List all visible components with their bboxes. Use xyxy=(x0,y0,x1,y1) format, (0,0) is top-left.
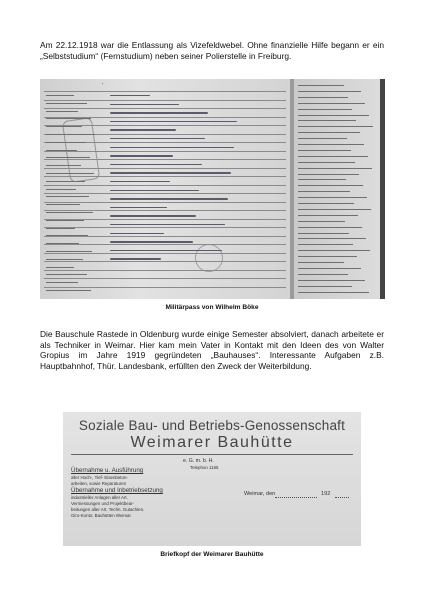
scan-printed-text xyxy=(46,126,82,127)
scan-printed-text xyxy=(298,103,365,104)
scan-printed-text xyxy=(298,227,362,228)
scan-printed-text xyxy=(298,244,353,245)
scan-printed-text xyxy=(298,268,361,269)
scan-printed-text xyxy=(46,228,75,229)
scan-handwriting xyxy=(110,198,228,199)
letterhead-telephone: Telephon 1165 xyxy=(190,465,219,470)
scan-printed-text xyxy=(298,209,371,210)
scan-printed-text xyxy=(298,256,357,257)
scan-printed-text xyxy=(46,243,79,244)
scan-ruling xyxy=(44,253,286,254)
letterhead-legal-form: e. G. m. b. H. xyxy=(183,458,214,464)
scan-printed-text xyxy=(298,203,354,204)
military-pass-scan xyxy=(40,79,385,299)
scan-printed-text xyxy=(46,118,91,119)
scan-ruling xyxy=(44,270,286,271)
services-line: Vermessungen und Projektbear- xyxy=(71,501,134,506)
scan-printed-text xyxy=(298,97,348,98)
scan-printed-text xyxy=(46,103,87,104)
letterhead-title-line1: Soziale Bau- und Betriebs-Genossenschaft xyxy=(78,418,346,433)
scan-printed-text xyxy=(46,134,95,135)
scan-printed-text xyxy=(298,191,350,192)
scan-printed-text xyxy=(298,91,361,92)
scan-printed-text xyxy=(46,165,81,166)
scan-printed-text xyxy=(298,138,347,139)
services-heading-2: Übernahme und Inbetriebsetzung xyxy=(71,487,163,494)
scan-printed-text xyxy=(298,233,349,234)
scan-printed-text xyxy=(298,168,372,169)
scan-printed-text xyxy=(298,292,369,293)
scan-ruling xyxy=(44,117,286,118)
scan-handwriting xyxy=(110,164,202,165)
scan-printed-text xyxy=(46,189,76,190)
scan-printed-text xyxy=(46,142,86,143)
scan-printed-text xyxy=(46,282,78,283)
scan-printed-text xyxy=(298,215,358,216)
scan-printed-text xyxy=(46,111,78,112)
scan-printed-text xyxy=(46,196,89,197)
scan-printed-text xyxy=(46,259,83,260)
scan-printed-text xyxy=(298,132,360,133)
second-paragraph: Die Bauschule Rastede in Oldenburg wurde einige Semester absolviert, danach arbeitete er als Techniker in Weimar. Hier kam mein Vater in Kontakt mit den Ideen des von Walter Gropius im Jahre 1919 gegründeten „Bauhauses“. Interessante Aufgaben z.B. Hauptbahnhof, Thür. Landesbank, erfüllten den Zweck der Weiterbildung. xyxy=(40,329,384,371)
scan-printed-text xyxy=(298,144,364,145)
place-date-label: Weimar, den xyxy=(244,491,276,497)
scan-printed-text xyxy=(298,115,369,116)
bank-account-line: Giro-Konto: Bauhütten Weimar xyxy=(71,513,131,518)
scan-printed-text xyxy=(298,109,352,110)
scan-printed-text xyxy=(46,220,84,221)
scan-ruling xyxy=(44,227,286,228)
intro-paragraph: Am 22.12.1918 war die Entlassung als Vizefeldwebel. Ohne finanzielle Hilfe begann er ein „Selbststudium“ (Fernstudium) neben seiner Polierstelle in Freiburg. xyxy=(40,40,384,61)
scan-handwriting xyxy=(110,207,167,208)
scan-printed-text xyxy=(298,174,359,175)
services-line: arbeiten, sowie Reparaturen xyxy=(71,481,127,486)
scan-printed-text xyxy=(46,157,90,158)
scan-ruling xyxy=(44,287,286,288)
scan-printed-text xyxy=(298,286,352,287)
scan-column-rule xyxy=(102,83,103,84)
round-stamp-mark xyxy=(195,244,223,272)
scan-printed-text xyxy=(298,162,355,163)
scan-ruling xyxy=(44,185,286,186)
scan-handwriting xyxy=(110,258,161,259)
scan-printed-text xyxy=(46,95,74,96)
scan-ruling xyxy=(44,193,286,194)
scan-handwriting xyxy=(110,190,199,191)
scan-handwriting xyxy=(110,121,237,122)
scan-printed-text xyxy=(46,267,74,268)
services-line: aller Hoch-, Tief- Eisenbeton- xyxy=(71,475,128,480)
scan-printed-text xyxy=(46,212,93,213)
scan-printed-text xyxy=(46,181,85,182)
scan-ruling xyxy=(44,151,286,152)
scan-printed-text xyxy=(298,280,365,281)
scan-ruling xyxy=(44,168,286,169)
scan-handwriting xyxy=(110,104,179,105)
scan-printed-text xyxy=(46,251,92,252)
scan-handwriting xyxy=(110,250,222,251)
scan-handwriting xyxy=(110,233,164,234)
scan-handwriting xyxy=(110,241,193,242)
scan-printed-text xyxy=(46,150,77,151)
services-heading-1: Übernahme u. Ausführung xyxy=(71,467,144,474)
scan-printed-text xyxy=(46,235,88,236)
scan-ruling xyxy=(44,210,286,211)
scan-printed-text xyxy=(46,173,94,174)
scan-printed-text xyxy=(298,262,344,263)
scan-printed-text xyxy=(298,126,373,127)
scan-ruling xyxy=(44,244,286,245)
year-prefix: 192 xyxy=(321,491,331,497)
scan-handwriting xyxy=(110,172,231,173)
scan-ruling xyxy=(44,91,286,92)
scan-printed-text xyxy=(298,179,346,180)
scan-printed-text xyxy=(298,221,345,222)
scan-handwriting xyxy=(110,112,208,113)
scan-handwriting xyxy=(110,155,173,156)
scan-handwriting xyxy=(110,147,234,148)
scan-ruling xyxy=(44,261,286,262)
scan-printed-text xyxy=(298,274,348,275)
scan-printed-text xyxy=(298,197,367,198)
military-pass-caption: Militärpass von Wilhelm Böke xyxy=(165,304,259,311)
scan-printed-text xyxy=(298,250,370,251)
scan-ruling xyxy=(44,176,286,177)
scan-printed-text xyxy=(298,156,368,157)
scan-printed-text xyxy=(298,85,344,86)
scan-printed-text xyxy=(298,238,366,239)
services-line: beitungen aller Art. Techn. Gutachten. xyxy=(71,507,145,512)
scan-printed-text xyxy=(298,150,351,151)
scan-ruling xyxy=(44,100,286,101)
scan-ruling xyxy=(44,278,286,279)
letterhead-image xyxy=(63,412,361,546)
scan-ruling xyxy=(44,108,286,109)
scan-printed-text xyxy=(46,204,80,205)
scan-ruling xyxy=(44,202,286,203)
letterhead-caption: Briefkopf der Weimarer Bauhütte xyxy=(160,551,264,558)
scan-handwriting xyxy=(110,215,196,216)
scan-ruling xyxy=(44,159,286,160)
scan-printed-text xyxy=(298,185,363,186)
services-line: industrieller Anlagen aller Art. xyxy=(71,495,128,500)
scan-printed-text xyxy=(46,274,87,275)
scan-printed-text xyxy=(46,290,91,291)
letterhead-title-line2: Weimarer Bauhütte xyxy=(130,434,294,451)
scan-printed-text xyxy=(298,120,356,121)
scan-handwriting xyxy=(110,129,176,130)
